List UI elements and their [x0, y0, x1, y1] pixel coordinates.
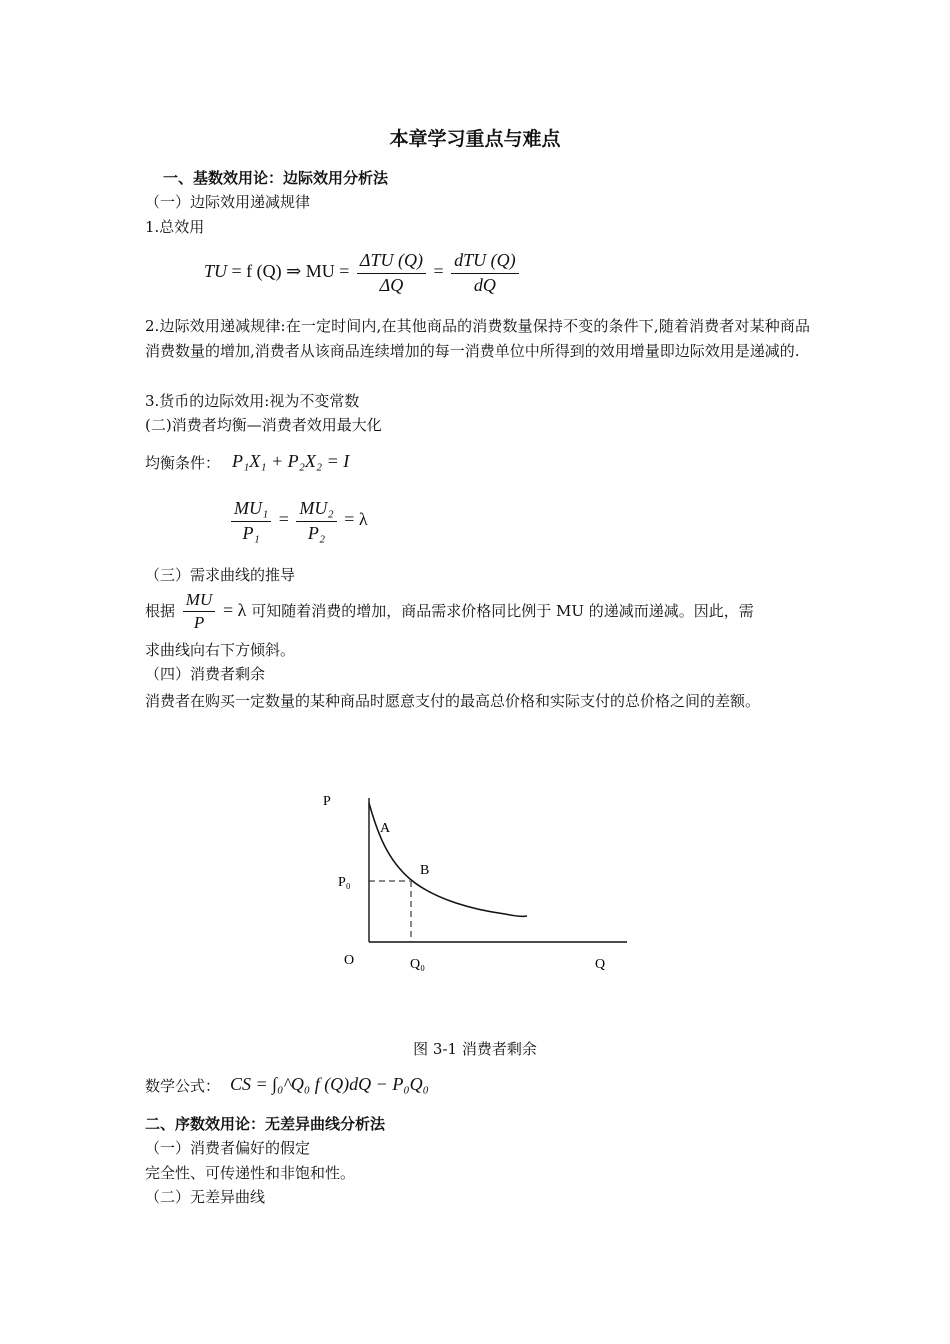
formula-tu-eq2: = [433, 261, 444, 282]
ratio-frac2-numerator: MU₂ [296, 498, 336, 522]
section-heading-2: 二、序数效用论：无差异曲线分析法 [145, 1115, 386, 1133]
derivation-text: 可知随着消费的增加，商品需求价格同比例于 MU 的递减而递减。因此，需 [251, 601, 754, 620]
item-money-mu: 3.货币的边际效用:视为不变常数 [145, 392, 360, 410]
formula-tu-frac2 [451, 250, 519, 296]
ratio-eq1: = [278, 509, 289, 530]
frac2-numerator: dTU (Q) [451, 250, 519, 274]
demand-curve [369, 803, 527, 916]
balance-label: 均衡条件： [145, 454, 221, 472]
formula-tu-frac1 [357, 250, 426, 296]
item-total-utility: 1.总效用 [145, 218, 205, 236]
page-title: 本章学习重点与难点 [389, 128, 561, 150]
derivation-frac [183, 590, 215, 634]
derivation-line [145, 590, 754, 634]
ratio-frac1-denominator: P₁ [242, 522, 260, 543]
paragraph-diminishing-mu: 2.边际效用递减规律:在一定时间内,在其他商品的消费数量保持不变的条件下,随着消费者对某种商品消费数量的增加,消费者从该商品连续增加的每一消费单位中所得到的效用增量即边际效用是递减的. [145, 317, 810, 360]
frac1-denominator: ΔQ [379, 274, 404, 295]
frac2-denominator: dQ [473, 274, 496, 295]
cs-formula: CS = ∫₀^Q₀ f (Q)dQ − P₀Q₀ [230, 1074, 429, 1094]
ratio-frac2-denominator: P₂ [307, 522, 326, 543]
subheading-1-4: （四）消费者剩余 [145, 665, 266, 683]
figure-caption: 图 3-1 消费者剩余 [413, 1040, 537, 1058]
label-q0: Q₀ [410, 957, 425, 972]
label-a: A [380, 821, 391, 836]
label-p0: P₀ [338, 875, 351, 890]
preference-assumptions: 完全性、可传递性和非饱和性。 [145, 1164, 356, 1182]
derivation-eq: = λ [223, 599, 247, 620]
ratio-frac1-numerator: MU₁ [231, 498, 271, 522]
ratio-frac1 [231, 498, 271, 544]
formula-total-utility [204, 250, 522, 296]
consumer-surplus-figure [300, 780, 650, 980]
section-heading-1: 一、基数效用论：边际效用分析法 [163, 169, 389, 187]
label-b: B [420, 863, 430, 878]
derivation-prefix: 根据 [145, 601, 176, 620]
ratio-frac2 [296, 498, 336, 544]
derivation-frac-numerator: MU [183, 590, 215, 612]
derivation-frac-denominator: P [193, 613, 205, 633]
label-p: P [323, 794, 331, 809]
balance-formula: P₁X₁ + P₂X₂ = I [232, 451, 350, 471]
ratio-formula [228, 498, 368, 544]
frac1-numerator: ΔTU (Q) [357, 250, 426, 274]
label-q: Q [595, 957, 606, 972]
cs-formula-label: 数学公式： [145, 1077, 221, 1095]
subheading-2-2: （二）无差异曲线 [145, 1188, 266, 1206]
formula-tu-eq1: = f (Q) ⇒ MU = [231, 261, 350, 282]
subheading-2-1: （一）消费者偏好的假定 [145, 1139, 311, 1157]
subheading-1-2: (二)消费者均衡—消费者效用最大化 [145, 416, 382, 434]
paragraph-consumer-surplus: 消费者在购买一定数量的某种商品时愿意支付的最高总价格和实际支付的总价格之间的差额。 [145, 692, 761, 710]
derivation-text-line2: 求曲线向右下方倾斜。 [145, 641, 296, 659]
subheading-1-3: （三）需求曲线的推导 [145, 566, 296, 584]
ratio-eq2: = λ [344, 509, 368, 530]
label-o: O [344, 953, 355, 968]
formula-tu-lhs: TU [204, 261, 228, 282]
subheading-1-1: （一）边际效用递减规律 [145, 193, 311, 211]
